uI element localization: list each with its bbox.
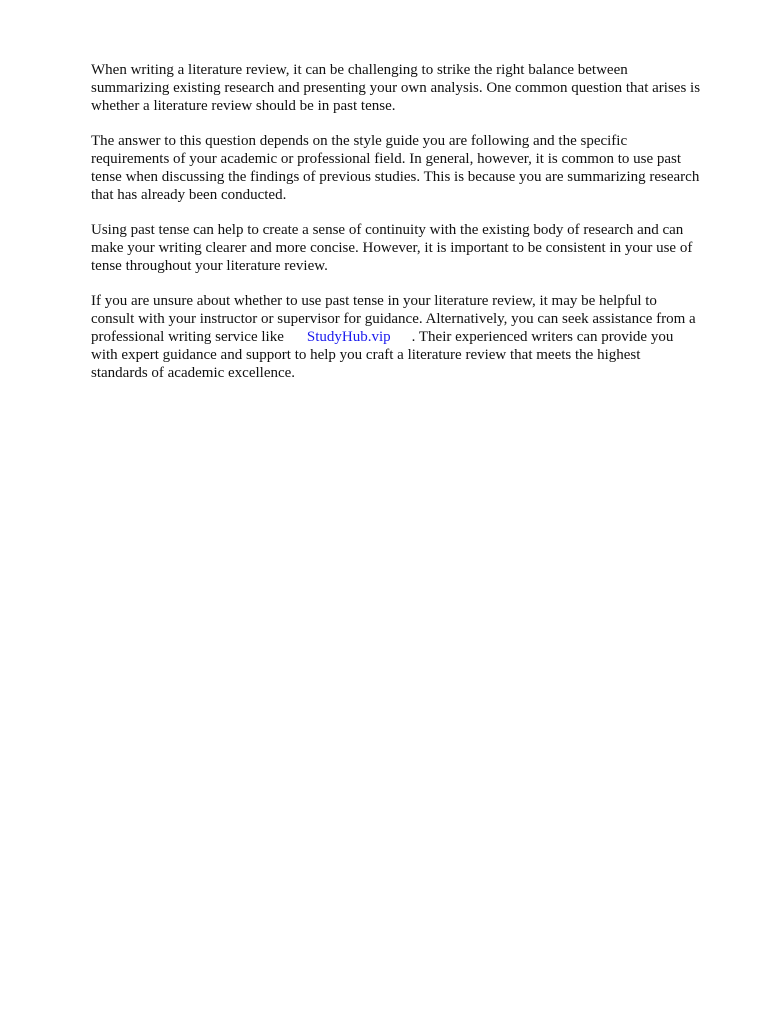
paragraph-1	[91, 61, 731, 115]
link-line-prefix: professional writing service like	[91, 329, 284, 345]
text-line: summarizing existing research and presenting your own analysis. One common question that arises is	[91, 80, 701, 96]
studyhub-link[interactable]: StudyHub.vip	[306, 329, 391, 345]
text-line: standards of academic excellence.	[91, 365, 296, 381]
text-line: The answer to this question depends on the style guide you are following and the specific	[91, 133, 628, 149]
text-line: with expert guidance and support to help you craft a literature review that meets the highest	[91, 347, 641, 363]
text-line: If you are unsure about whether to use past tense in your literature review, it may be helpful to	[91, 293, 657, 309]
text-line: make your writing clearer and more concise. However, it is important to be consistent in your use of	[91, 240, 693, 256]
paragraph-4	[91, 292, 731, 382]
paragraph-3	[91, 221, 731, 275]
text-line: that has already been conducted.	[91, 187, 287, 203]
text-line: consult with your instructor or supervisor for guidance. Alternatively, you can seek assistance from a	[91, 311, 696, 327]
text-line: whether a literature review should be in past tense.	[91, 98, 396, 114]
text-line: requirements of your academic or professional field. In general, however, it is common to use past	[91, 151, 682, 167]
text-line: When writing a literature review, it can be challenging to strike the right balance between	[91, 62, 628, 78]
paragraph-2	[91, 132, 731, 204]
link-line-suffix: . Their experienced writers can provide you	[411, 329, 674, 345]
text-line: Using past tense can help to create a sense of continuity with the existing body of research and can	[91, 222, 684, 238]
text-line-with-link	[91, 328, 731, 346]
text-line: tense when discussing the findings of previous studies. This is because you are summarizing research	[91, 169, 700, 185]
text-line: tense throughout your literature review.	[91, 258, 328, 274]
document-body	[91, 61, 731, 399]
